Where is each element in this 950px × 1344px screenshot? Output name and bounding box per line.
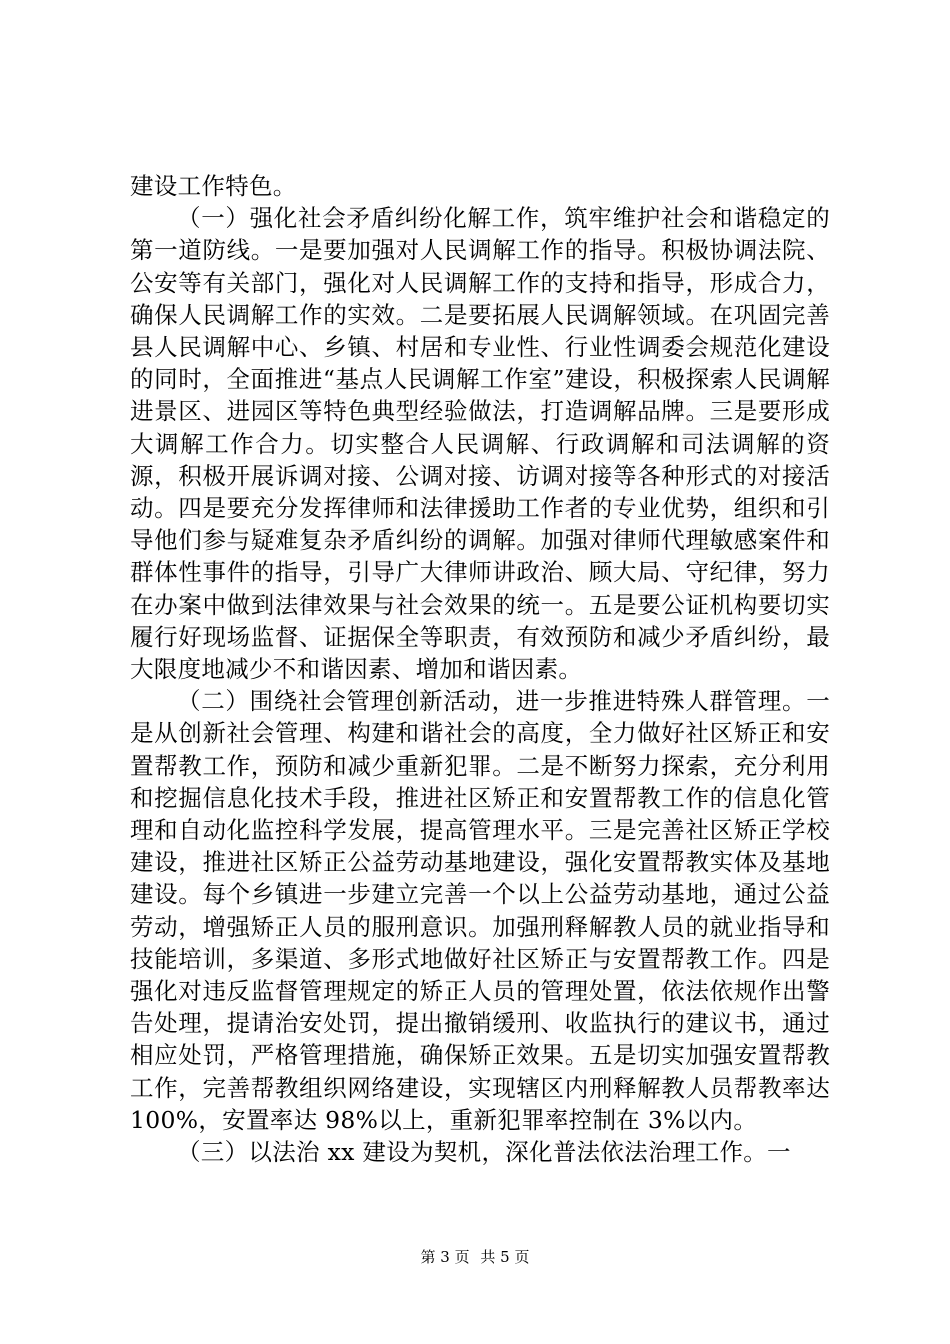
page-footer	[0, 1247, 950, 1267]
paragraph-section-3: （三）以法治 xx 建设为契机，深化普法依法治理工作。一	[177, 1138, 791, 1167]
document-body	[130, 170, 830, 1168]
paragraph-section-1: （一）强化社会矛盾纠纷化解工作，筑牢维护社会和谐稳定的第一道防线。一是要加强对人民调解工作的指导。积极协调法院、公安等有关部门，强化对人民调解工作的支持和指导，形成合力，确保人民调解工作的实效。二是要拓展人民调解领域。在巩固完善县人民调解中心、乡镇、村居和专业性、行业性调委会规范化建设的同时，全面推进“基点人民调解工作室”建设，积极探索人民调解进景区、进园区等特色典型经验做法，打造调解品牌。三是要形成大调解工作合力。切实整合人民调解、行政调解和司法调解的资源，积极开展诉调对接、公调对接、访调对接等各种形式的对接活动。四是要充分发挥律师和法律援助工作者的专业优势，组织和引导他们参与疑难复杂矛盾纠纷的调解。加强对律师代理敏感案件和群体性事件的指导，引导广大律师讲政治、顾大局、守纪律，努力在办案中做到法律效果与社会效果的统一。五是要公证机构要切实履行好现场监督、证据保全等职责，有效预防和减少矛盾纠纷，最大限度地减少不和谐因素、增加和谐因素。	[130, 204, 830, 684]
paragraph-section-2: （二）围绕社会管理创新活动，进一步推进特殊人群管理。一是从创新社会管理、构建和谐社会的高度，全力做好社区矫正和安置帮教工作，预防和减少重新犯罪。二是不断努力探索，充分利用和挖掘信息化技术手段，推进社区矫正和安置帮教工作的信息化管理和自动化监控科学发展，提高管理水平。三是完善社区矫正学校建设，推进社区矫正公益劳动基地建设，强化安置帮教实体及基地建设。每个乡镇进一步建立完善一个以上公益劳动基地，通过公益劳动，增强矫正人员的服刑意识。加强刑释解教人员的就业指导和技能培训，多渠道、多形式地做好社区矫正与安置帮教工作。四是强化对违反监督管理规定的矫正人员的管理处置，依法依规作出警告处理，提请治安处罚，提出撤销缓刑、收监执行的建议书，通过相应处罚，严格管理措施，确保矫正效果。五是切实加强安置帮教工作，完善帮教组织网络建设，实现辖区内刑释解教人员帮教率达 100%，安置率达 98%以上，重新犯罪率控制在 3%以内。	[130, 687, 830, 1134]
paragraph-continuation: 建设工作特色。	[130, 172, 297, 200]
page-total: 共 5 页	[480, 1248, 530, 1266]
page-number: 第 3 页	[420, 1248, 470, 1266]
